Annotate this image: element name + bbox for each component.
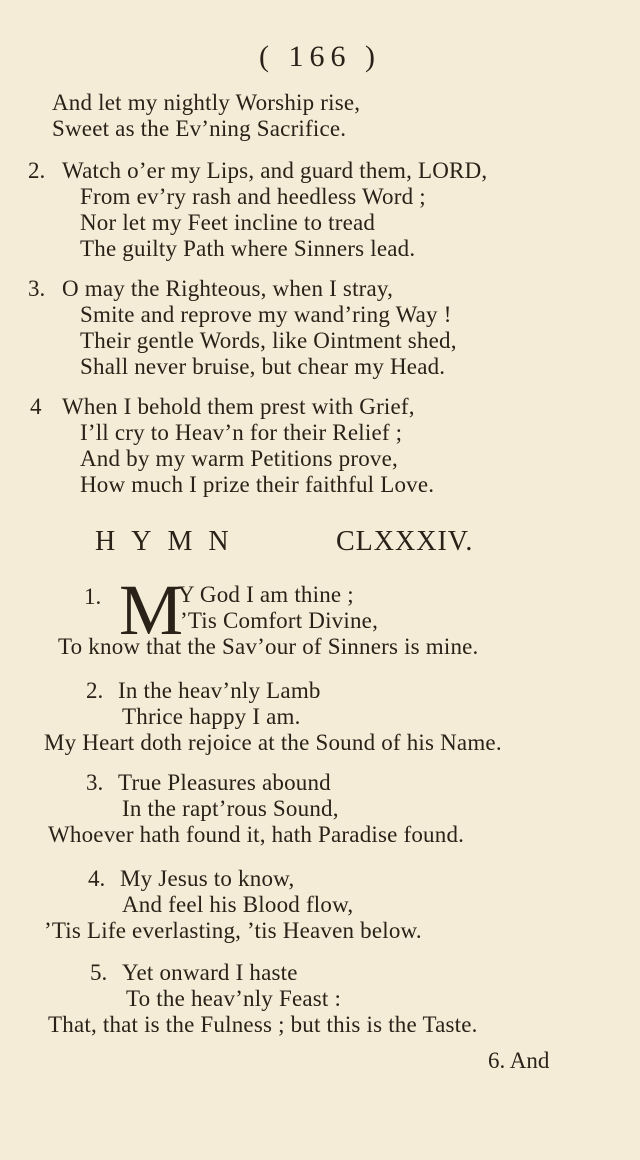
- hymn-heading: HYMN: [95, 526, 245, 557]
- stanza-number: 1.: [84, 584, 102, 609]
- verse-line: Whoever hath found it, hath Paradise found.: [48, 822, 465, 847]
- stanza-number: 4.: [88, 866, 106, 891]
- verse-line: Yet onward I haste: [122, 960, 298, 985]
- verse-line: The guilty Path where Sinners lead.: [80, 236, 416, 261]
- verse-line: In the heav’nly Lamb: [118, 678, 321, 703]
- verse-line: And by my warm Petitions prove,: [80, 446, 398, 471]
- verse-line: Watch o’er my Lips, and guard them, LORD,: [62, 158, 488, 183]
- verse-line: And let my nightly Worship rise,: [52, 90, 361, 115]
- verse-line: My Jesus to know,: [120, 866, 295, 891]
- stanza-number: 3.: [86, 770, 104, 795]
- stanza-number: 4: [30, 394, 42, 419]
- verse-line: Sweet as the Ev’ning Sacrifice.: [52, 116, 347, 141]
- verse-line: When I behold them prest with Grief,: [62, 394, 415, 419]
- verse-line: My Heart doth rejoice at the Sound of his Name.: [44, 730, 502, 755]
- verse-line: Shall never bruise, but chear my Head.: [80, 354, 446, 379]
- verse-line: Smite and reprove my wand’ring Way !: [80, 302, 452, 327]
- verse-line: ’Tis Life everlasting, ’tis Heaven below.: [44, 918, 422, 943]
- verse-line: O may the Righteous, when I stray,: [62, 276, 394, 301]
- verse-line: ’Tis Comfort Divine,: [180, 608, 379, 633]
- verse-line: I’ll cry to Heav’n for their Relief ;: [80, 420, 403, 445]
- stanza-number: 2.: [28, 158, 46, 183]
- drop-cap: M: [119, 570, 184, 650]
- verse-line: That, that is the Fulness ; but this is the Taste.: [48, 1012, 478, 1037]
- verse-line: From ev’ry rash and heedless Word ;: [80, 184, 426, 209]
- verse-line: And feel his Blood flow,: [122, 892, 354, 917]
- verse-line: How much I prize their faithful Love.: [80, 472, 435, 497]
- hymn-number: CLXXXIV.: [336, 526, 474, 557]
- verse-line: Nor let my Feet incline to tread: [80, 210, 376, 235]
- verse-line: Y God I am thine ;: [178, 582, 354, 607]
- verse-line: Thrice happy I am.: [122, 704, 301, 729]
- catchword: 6. And: [488, 1048, 550, 1073]
- verse-line: True Pleasures abound: [118, 770, 331, 795]
- stanza-number: 5.: [90, 960, 108, 985]
- stanza-number: 3.: [28, 276, 46, 301]
- verse-line: To know that the Sav’our of Sinners is mine.: [58, 634, 479, 659]
- verse-line: To the heav’nly Feast :: [126, 986, 342, 1011]
- stanza-number: 2.: [86, 678, 104, 703]
- verse-line: In the rapt’rous Sound,: [122, 796, 339, 821]
- verse-line: Their gentle Words, like Ointment shed,: [80, 328, 457, 353]
- page-number: ( 166 ): [259, 40, 381, 73]
